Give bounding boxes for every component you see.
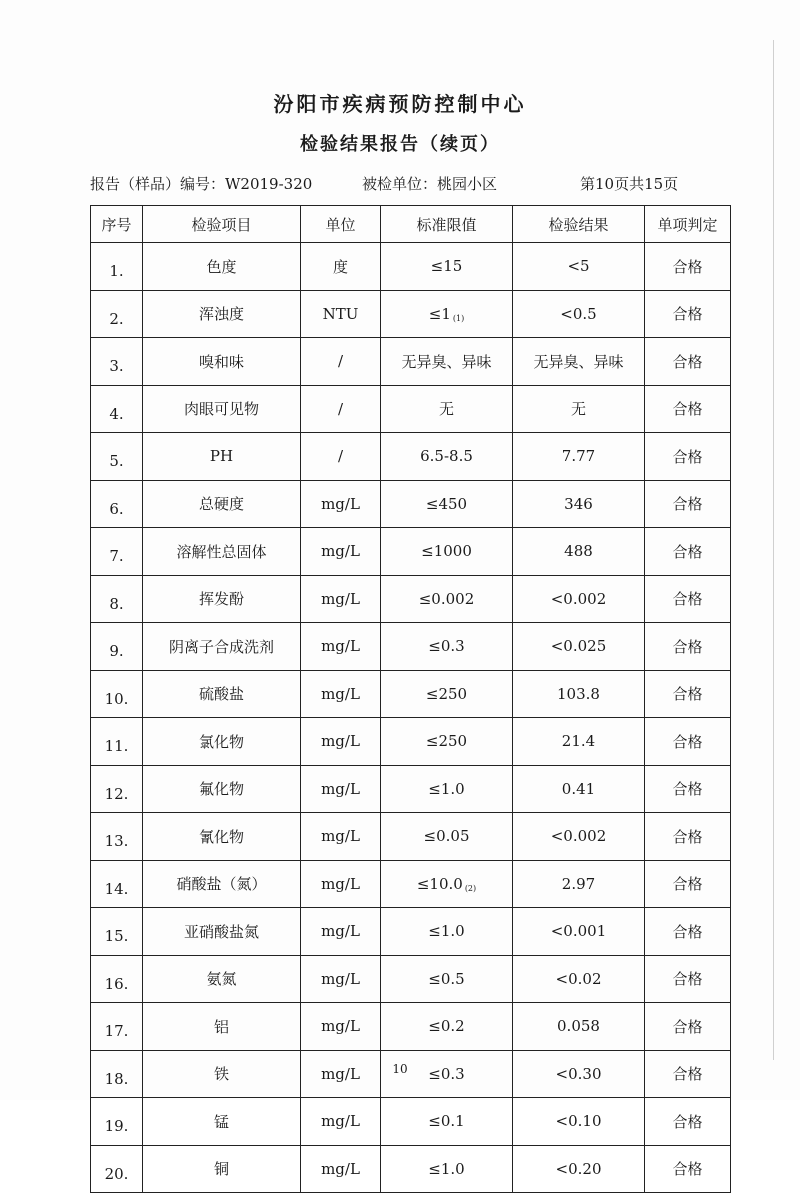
cell-result-text: 21.4 — [561, 732, 596, 751]
cell-limit — [381, 1145, 513, 1193]
cell-no — [91, 575, 143, 623]
cell-item — [143, 385, 301, 433]
cell-limit-text: ≤0.5 — [428, 969, 465, 988]
cell-unit — [301, 813, 381, 861]
report-number: 报告（样品）编号：W2019-320 — [90, 175, 313, 193]
cell-result — [513, 338, 645, 386]
cell-no-text: 10. — [104, 689, 129, 708]
cell-unit — [301, 1145, 381, 1193]
cell-judge — [645, 433, 731, 481]
cell-judge-text: 合格 — [672, 542, 703, 561]
cell-unit — [301, 1098, 381, 1146]
cell-no-text: 7. — [109, 547, 124, 566]
cell-item — [143, 433, 301, 481]
cell-judge-text: 合格 — [672, 447, 703, 466]
cell-no — [91, 765, 143, 813]
cell-result — [513, 860, 645, 908]
cell-item — [143, 623, 301, 671]
cell-judge — [645, 670, 731, 718]
cell-item — [143, 860, 301, 908]
cell-no-text: 3. — [109, 357, 124, 376]
cell-unit-text: 度 — [332, 257, 348, 276]
cell-limit-text: ≤250 — [425, 732, 468, 751]
cell-no-text: 17. — [104, 1022, 129, 1041]
cell-result-text: 0.058 — [557, 1017, 600, 1036]
cell-unit-text: mg/L — [321, 969, 360, 988]
cell-judge — [645, 528, 731, 576]
cell-judge-text: 合格 — [672, 732, 703, 751]
cell-unit — [301, 433, 381, 481]
cell-no-text: 5. — [109, 452, 124, 471]
cell-item — [143, 1098, 301, 1146]
cell-item-text: 氯化物 — [198, 732, 244, 751]
cell-judge — [645, 908, 731, 956]
cell-no-text: 15. — [104, 927, 129, 946]
cell-result-text: 7.77 — [561, 447, 596, 466]
cell-judge — [645, 1098, 731, 1146]
cell-unit — [301, 908, 381, 956]
cell-limit-text: 无 — [438, 400, 454, 419]
cell-result — [513, 1098, 645, 1146]
table-row — [91, 243, 731, 291]
cell-item — [143, 718, 301, 766]
cell-limit-text: ≤250 — [425, 684, 468, 703]
org-title: 汾阳市疾病预防控制中心 — [273, 92, 527, 116]
cell-unit-text: mg/L — [321, 1064, 360, 1083]
cell-result-text: 无异臭、异味 — [533, 352, 624, 371]
cell-limit-text: ≤0.1 — [428, 1112, 465, 1131]
table-row — [91, 1003, 731, 1051]
cell-result-text: 346 — [564, 494, 593, 513]
cell-unit-text: mg/L — [321, 874, 360, 893]
table-row — [91, 623, 731, 671]
cell-result-text: 103.8 — [557, 684, 600, 703]
cell-no-text: 8. — [109, 594, 124, 613]
table-row — [91, 1145, 731, 1193]
table-row — [91, 385, 731, 433]
cell-item-text: 铁 — [213, 1065, 229, 1084]
cell-result-text: <0.002 — [550, 827, 607, 846]
cell-result-text: <0.20 — [555, 1159, 602, 1178]
cell-unit-text: mg/L — [321, 922, 360, 941]
table-row — [91, 860, 731, 908]
cell-judge-text: 合格 — [672, 970, 703, 989]
cell-judge-text: 合格 — [672, 257, 703, 276]
cell-result — [513, 908, 645, 956]
table-row — [91, 955, 731, 1003]
cell-item — [143, 290, 301, 338]
cell-no — [91, 338, 143, 386]
cell-result-text: 2.97 — [561, 874, 596, 893]
cell-unit — [301, 243, 381, 291]
cell-judge-text: 合格 — [672, 637, 703, 656]
cell-result-text: <0.025 — [550, 637, 607, 656]
cell-judge — [645, 1145, 731, 1193]
cell-item — [143, 670, 301, 718]
cell-limit — [381, 243, 513, 291]
cell-limit — [381, 1098, 513, 1146]
cell-item-text: 铜 — [213, 1160, 229, 1179]
limit-footnote: (1) — [452, 313, 465, 323]
cell-unit-text: NTU — [322, 304, 359, 323]
cell-limit — [381, 338, 513, 386]
cell-item — [143, 528, 301, 576]
cell-no-text: 19. — [104, 1117, 129, 1136]
cell-item-text: 阴离子合成洗剂 — [168, 637, 274, 656]
cell-limit-text: ≤1 — [428, 304, 451, 323]
header-no: 序号 — [91, 206, 143, 243]
cell-limit — [381, 1003, 513, 1051]
cell-unit — [301, 385, 381, 433]
cell-unit-text: mg/L — [321, 494, 360, 513]
cell-limit — [381, 480, 513, 528]
cell-item-text: 硫酸盐 — [198, 685, 244, 704]
cell-judge-text: 合格 — [672, 352, 703, 371]
cell-judge-text: 合格 — [672, 827, 703, 846]
table-row — [91, 338, 731, 386]
cell-unit — [301, 860, 381, 908]
cell-result — [513, 243, 645, 291]
cell-item — [143, 908, 301, 956]
cell-no — [91, 908, 143, 956]
cell-result — [513, 813, 645, 861]
cell-limit-text: ≤1.0 — [428, 922, 465, 941]
cell-result — [513, 575, 645, 623]
table-row — [91, 290, 731, 338]
cell-limit-text: ≤0.3 — [428, 1064, 465, 1083]
cell-judge-text: 合格 — [672, 590, 703, 609]
cell-result-text: 无 — [570, 400, 586, 419]
cell-no — [91, 385, 143, 433]
cell-result — [513, 528, 645, 576]
table-row — [91, 575, 731, 623]
page-number: 10 — [392, 1062, 408, 1076]
cell-judge — [645, 385, 731, 433]
cell-result — [513, 765, 645, 813]
cell-item-text: 浑浊度 — [198, 305, 244, 324]
cell-limit — [381, 623, 513, 671]
cell-no-text: 14. — [104, 879, 129, 898]
cell-result — [513, 1003, 645, 1051]
cell-result — [513, 718, 645, 766]
cell-judge-text: 合格 — [672, 780, 703, 799]
cell-unit-text: mg/L — [321, 542, 360, 561]
cell-limit — [381, 860, 513, 908]
cell-item-text: 色度 — [206, 257, 237, 276]
cell-item — [143, 1145, 301, 1193]
cell-limit — [381, 290, 513, 338]
cell-unit-text: mg/L — [321, 684, 360, 703]
cell-unit-text: / — [337, 447, 344, 466]
cell-item — [143, 575, 301, 623]
cell-item — [143, 1003, 301, 1051]
cell-limit-text: ≤0.05 — [423, 827, 470, 846]
cell-limit — [381, 718, 513, 766]
cell-result-text: <0.001 — [550, 922, 607, 941]
cell-result — [513, 290, 645, 338]
cell-judge — [645, 813, 731, 861]
cell-unit-text: mg/L — [321, 637, 360, 656]
cell-unit-text: mg/L — [321, 1159, 360, 1178]
cell-result — [513, 385, 645, 433]
cell-item — [143, 480, 301, 528]
cell-item-text: 氨氮 — [206, 970, 237, 989]
cell-no — [91, 955, 143, 1003]
cell-limit-text: ≤1.0 — [428, 779, 465, 798]
cell-item-text: 铝 — [213, 1017, 229, 1036]
cell-item — [143, 338, 301, 386]
cell-result-text: <0.02 — [555, 969, 602, 988]
cell-judge — [645, 1003, 731, 1051]
cell-result — [513, 480, 645, 528]
cell-limit-text: ≤1000 — [421, 542, 472, 561]
cell-no-text: 1. — [109, 262, 124, 281]
cell-unit-text: mg/L — [321, 779, 360, 798]
cell-no — [91, 243, 143, 291]
scan-edge-line — [773, 40, 774, 1060]
cell-no — [91, 718, 143, 766]
cell-unit-text: mg/L — [321, 589, 360, 608]
cell-judge — [645, 718, 731, 766]
cell-result-text: <0.10 — [555, 1112, 602, 1131]
table-row — [91, 1098, 731, 1146]
table-row — [91, 718, 731, 766]
limit-footnote: (2) — [464, 883, 477, 893]
cell-item-text: 挥发酚 — [198, 590, 244, 609]
cell-no-text: 18. — [104, 1069, 129, 1088]
cell-unit — [301, 670, 381, 718]
cell-unit — [301, 718, 381, 766]
inspected-unit: 被检单位：桃园小区 — [362, 175, 498, 193]
cell-limit — [381, 528, 513, 576]
cell-limit — [381, 575, 513, 623]
cell-result — [513, 1145, 645, 1193]
cell-limit — [381, 908, 513, 956]
cell-limit — [381, 670, 513, 718]
cell-unit — [301, 575, 381, 623]
cell-judge — [645, 338, 731, 386]
cell-no-text: 20. — [104, 1164, 129, 1183]
cell-no-text: 2. — [109, 309, 124, 328]
cell-result-text: <5 — [567, 257, 590, 276]
cell-no-text: 12. — [104, 784, 129, 803]
header-limit: 标准限值 — [381, 206, 513, 243]
cell-judge-text: 合格 — [672, 685, 703, 704]
cell-no — [91, 290, 143, 338]
cell-judge-text: 合格 — [672, 495, 703, 514]
cell-no — [91, 1098, 143, 1146]
cell-limit-text: 6.5-8.5 — [420, 447, 473, 466]
cell-result — [513, 955, 645, 1003]
cell-unit — [301, 480, 381, 528]
page-info: 第10页共15页 — [580, 175, 679, 193]
cell-judge — [645, 243, 731, 291]
cell-item-text: 硝酸盐（氮） — [176, 875, 267, 894]
cell-result-text: <0.5 — [560, 304, 597, 323]
header-result: 检验结果 — [513, 206, 645, 243]
cell-unit-text: mg/L — [321, 1017, 360, 1036]
cell-item-text: 总硬度 — [198, 495, 244, 514]
cell-item — [143, 955, 301, 1003]
cell-unit — [301, 765, 381, 813]
cell-no-text: 4. — [109, 404, 124, 423]
table-header-row — [91, 206, 731, 243]
cell-item-text: PH — [209, 447, 234, 466]
cell-no — [91, 623, 143, 671]
cell-judge-text: 合格 — [672, 305, 703, 324]
cell-no — [91, 670, 143, 718]
cell-no — [91, 1003, 143, 1051]
cell-item-text: 锰 — [213, 1112, 229, 1131]
cell-unit — [301, 528, 381, 576]
cell-no-text: 6. — [109, 499, 124, 518]
cell-judge-text: 合格 — [672, 400, 703, 419]
cell-unit-text: / — [337, 399, 344, 418]
table-row — [91, 480, 731, 528]
cell-no — [91, 480, 143, 528]
cell-result-text: <0.30 — [555, 1064, 602, 1083]
cell-limit-text: ≤1.0 — [428, 1159, 465, 1178]
cell-unit-text: mg/L — [321, 732, 360, 751]
cell-item-text: 溶解性总固体 — [176, 542, 267, 561]
cell-judge — [645, 623, 731, 671]
cell-judge-text: 合格 — [672, 1017, 703, 1036]
cell-item — [143, 243, 301, 291]
cell-limit-text: 无异臭、异味 — [401, 352, 492, 371]
table-row — [91, 813, 731, 861]
cell-item-text: 氰化物 — [198, 827, 244, 846]
cell-item — [143, 765, 301, 813]
cell-judge — [645, 480, 731, 528]
cell-unit-text: mg/L — [321, 1112, 360, 1131]
cell-judge-text: 合格 — [672, 1112, 703, 1131]
cell-judge — [645, 575, 731, 623]
cell-unit — [301, 955, 381, 1003]
cell-limit-text: ≤0.002 — [418, 589, 475, 608]
cell-limit-text: ≤450 — [425, 494, 468, 513]
cell-judge-text: 合格 — [672, 1065, 703, 1084]
cell-no — [91, 860, 143, 908]
header-item: 检验项目 — [143, 206, 301, 243]
cell-no-text: 11. — [104, 737, 129, 756]
cell-no-text: 9. — [109, 642, 124, 661]
cell-result — [513, 623, 645, 671]
cell-no — [91, 528, 143, 576]
cell-item-text: 亚硝酸盐氮 — [183, 922, 259, 941]
cell-no-text: 13. — [104, 832, 129, 851]
cell-limit — [381, 955, 513, 1003]
cell-limit-text: ≤15 — [430, 257, 463, 276]
cell-item-text: 肉眼可见物 — [183, 400, 259, 419]
cell-result — [513, 670, 645, 718]
cell-judge-text: 合格 — [672, 875, 703, 894]
cell-limit — [381, 385, 513, 433]
table-row — [91, 765, 731, 813]
cell-unit — [301, 290, 381, 338]
cell-judge — [645, 765, 731, 813]
results-table — [90, 205, 731, 1193]
report-subtitle: 检验结果报告（续页） — [300, 134, 500, 155]
cell-limit — [381, 813, 513, 861]
header-judge: 单项判定 — [645, 206, 731, 243]
cell-limit-text: ≤0.2 — [428, 1017, 465, 1036]
table-row — [91, 670, 731, 718]
cell-judge — [645, 955, 731, 1003]
cell-item-text: 氟化物 — [198, 780, 244, 799]
header-unit: 单位 — [301, 206, 381, 243]
cell-no — [91, 433, 143, 481]
cell-item-text: 嗅和味 — [198, 352, 244, 371]
cell-limit-text: ≤0.3 — [428, 637, 465, 656]
cell-judge — [645, 290, 731, 338]
cell-limit — [381, 433, 513, 481]
cell-no — [91, 813, 143, 861]
table-row — [91, 528, 731, 576]
cell-limit — [381, 765, 513, 813]
cell-item — [143, 813, 301, 861]
cell-result-text: 488 — [564, 542, 593, 561]
cell-no-text: 16. — [104, 974, 129, 993]
cell-judge — [645, 860, 731, 908]
table-row — [91, 908, 731, 956]
cell-limit-text: ≤10.0 — [416, 874, 463, 893]
table-row — [91, 433, 731, 481]
cell-unit — [301, 623, 381, 671]
cell-no — [91, 1145, 143, 1193]
cell-unit — [301, 338, 381, 386]
cell-unit-text: / — [337, 352, 344, 371]
cell-unit — [301, 1003, 381, 1051]
cell-result-text: <0.002 — [550, 589, 607, 608]
cell-result — [513, 433, 645, 481]
cell-result-text: 0.41 — [561, 779, 596, 798]
cell-judge-text: 合格 — [672, 922, 703, 941]
cell-unit-text: mg/L — [321, 827, 360, 846]
cell-judge-text: 合格 — [672, 1160, 703, 1179]
